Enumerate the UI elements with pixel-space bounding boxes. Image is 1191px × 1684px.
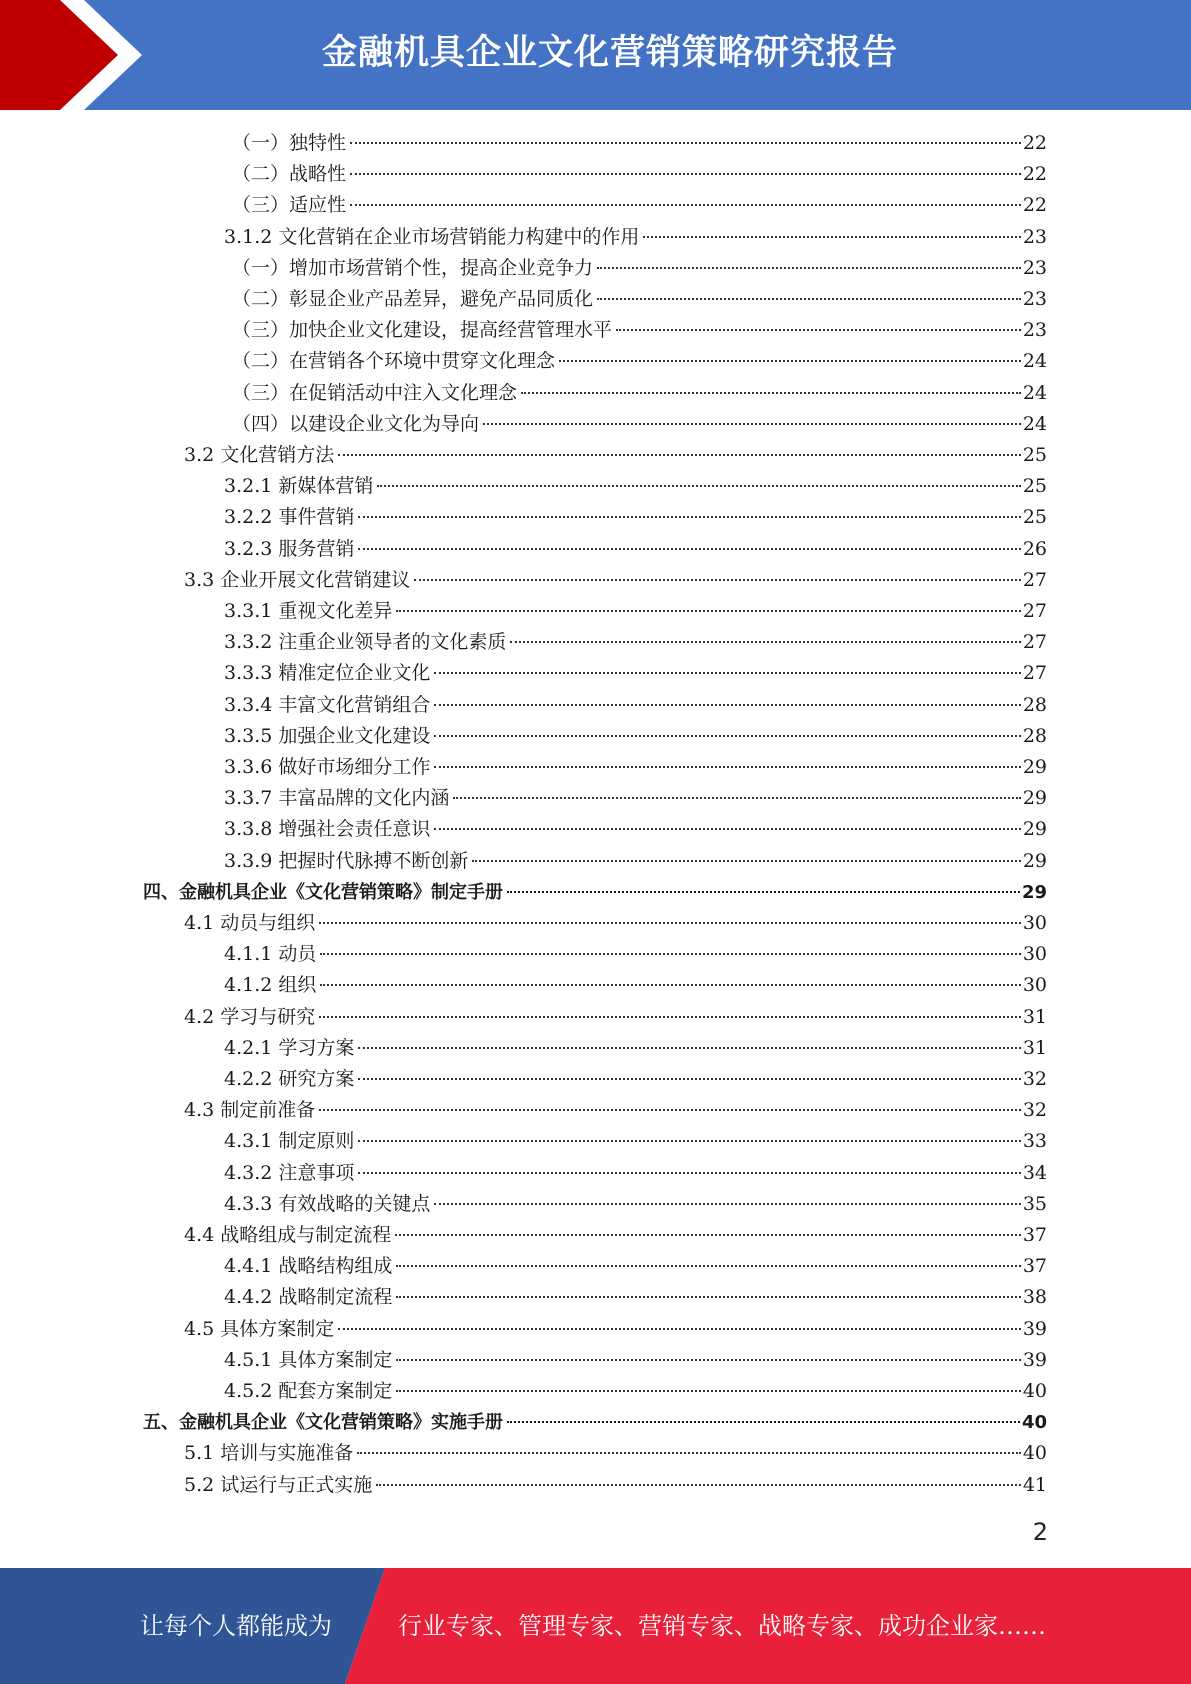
toc-entry[interactable] bbox=[224, 502, 1047, 533]
dot-leader bbox=[559, 360, 1021, 362]
toc-entry-title: 3.3.9 把握时代脉搏不断创新 bbox=[224, 849, 469, 872]
toc-entry[interactable] bbox=[184, 1470, 1047, 1501]
toc-entry-title: （一）独特性 bbox=[232, 132, 347, 154]
toc-entry-title: 3.3.5 加强企业文化建设 bbox=[224, 724, 431, 747]
dot-leader bbox=[507, 1421, 1020, 1423]
toc-entry-title: 4.4.2 战略制定流程 bbox=[224, 1286, 393, 1309]
footer-slogan-right: 行业专家、管理专家、营销专家、战略专家、成功企业家…… bbox=[398, 1612, 1046, 1640]
dot-leader bbox=[338, 1328, 1021, 1330]
report-title: 金融机具企业文化营销策略研究报告 bbox=[321, 33, 898, 73]
dot-leader bbox=[507, 891, 1020, 893]
toc-entry[interactable] bbox=[232, 190, 1047, 221]
toc-entry-page: 22 bbox=[1022, 194, 1047, 217]
toc-entry-title: 3.3.4 丰富文化营销组合 bbox=[224, 693, 431, 716]
dot-leader bbox=[396, 1359, 1020, 1361]
toc-entry-title: （四）以建设企业文化为导向 bbox=[232, 412, 480, 435]
toc-entry-page: 31 bbox=[1022, 1036, 1047, 1059]
toc-entry[interactable] bbox=[224, 1282, 1047, 1313]
dot-leader bbox=[376, 1484, 1021, 1486]
toc-entry-title: 3.2.1 新媒体营销 bbox=[224, 475, 374, 498]
toc-entry-title: 4.3.3 有效战略的关键点 bbox=[224, 1192, 431, 1215]
toc-entry[interactable] bbox=[232, 128, 1047, 159]
toc-entry-title: 四、金融机具企业《文化营销策略》制定手册 bbox=[143, 881, 503, 903]
toc-entry[interactable] bbox=[224, 814, 1047, 845]
chevron-arrow-icon bbox=[0, 0, 150, 110]
toc-entry[interactable] bbox=[224, 846, 1047, 877]
toc-entry-title: 4.5.1 具体方案制定 bbox=[224, 1348, 393, 1371]
toc-entry-title: 3.3.1 重视文化差异 bbox=[224, 600, 393, 622]
toc-entry-page: 33 bbox=[1022, 1130, 1047, 1153]
toc-entry[interactable] bbox=[224, 1189, 1047, 1220]
toc-entry-page: 25 bbox=[1022, 506, 1047, 529]
toc-entry-page: 28 bbox=[1022, 724, 1047, 747]
dot-leader bbox=[358, 516, 1020, 518]
toc-entry[interactable] bbox=[184, 1220, 1047, 1251]
toc-entry[interactable] bbox=[224, 534, 1047, 565]
toc-entry-page: 29 bbox=[1022, 756, 1047, 778]
dot-leader bbox=[597, 298, 1021, 300]
dot-leader bbox=[396, 1390, 1020, 1392]
dot-leader bbox=[358, 1078, 1020, 1080]
dot-leader bbox=[319, 1109, 1021, 1111]
toc-entry-title: 4.3.1 制定原则 bbox=[224, 1130, 355, 1153]
toc-entry-title: 4.4.1 战略结构组成 bbox=[224, 1255, 393, 1278]
toc-entry[interactable] bbox=[232, 253, 1047, 284]
toc-entry-page: 22 bbox=[1022, 132, 1047, 154]
dot-leader bbox=[510, 641, 1020, 643]
toc-entry-page: 24 bbox=[1022, 412, 1047, 435]
toc-entry[interactable] bbox=[224, 1376, 1047, 1407]
page-footer bbox=[0, 1568, 1191, 1684]
toc-entry[interactable] bbox=[224, 222, 1047, 253]
toc-entry-title: 3.2 文化营销方法 bbox=[184, 444, 335, 466]
dot-leader bbox=[597, 267, 1021, 269]
toc-entry-title: 3.2.3 服务营销 bbox=[224, 537, 355, 560]
toc-entry-page: 29 bbox=[1022, 818, 1047, 841]
toc-entry[interactable] bbox=[224, 690, 1047, 721]
dot-leader bbox=[338, 454, 1021, 456]
toc-entry-title: （二）在营销各个环境中贯穿文化理念 bbox=[232, 350, 556, 373]
toc-entry[interactable] bbox=[224, 658, 1047, 689]
toc-entry-title: 3.3 企业开展文化营销建议 bbox=[184, 568, 411, 591]
dot-leader bbox=[434, 828, 1020, 830]
dot-leader bbox=[350, 173, 1021, 175]
toc-entry[interactable] bbox=[224, 1126, 1047, 1157]
toc-entry-page: 30 bbox=[1022, 912, 1047, 934]
toc-entry[interactable] bbox=[184, 908, 1047, 939]
toc-entry[interactable] bbox=[224, 783, 1047, 814]
toc-entry-title: 4.1.1 动员 bbox=[224, 943, 317, 966]
toc-entry-page: 27 bbox=[1022, 662, 1047, 685]
toc-entry-page: 23 bbox=[1022, 256, 1047, 279]
toc-entry-title: 4.5.2 配套方案制定 bbox=[224, 1380, 393, 1402]
page-number: 2 bbox=[1032, 1518, 1048, 1546]
toc-entry[interactable] bbox=[184, 565, 1047, 596]
toc-entry[interactable] bbox=[184, 440, 1047, 471]
toc-entry-page: 26 bbox=[1022, 537, 1047, 560]
dot-leader bbox=[434, 704, 1020, 706]
toc-entry-page: 40 bbox=[1022, 1380, 1047, 1402]
dot-leader bbox=[483, 423, 1021, 425]
toc-entry-title: 4.1.2 组织 bbox=[224, 974, 317, 997]
dot-leader bbox=[643, 236, 1020, 238]
toc-entry[interactable] bbox=[224, 1033, 1047, 1064]
dot-leader bbox=[377, 485, 1020, 487]
dot-leader bbox=[358, 548, 1020, 550]
toc-entry[interactable] bbox=[224, 471, 1047, 502]
toc-entry-page: 25 bbox=[1022, 475, 1047, 498]
toc-entry[interactable] bbox=[224, 1251, 1047, 1282]
dot-leader bbox=[434, 766, 1020, 768]
toc-entry-page: 39 bbox=[1022, 1317, 1047, 1340]
toc-entry-page: 24 bbox=[1022, 350, 1047, 373]
toc-entry-page: 37 bbox=[1022, 1224, 1047, 1246]
dot-leader bbox=[357, 1452, 1021, 1454]
toc-entry[interactable] bbox=[224, 1158, 1047, 1189]
dot-leader bbox=[396, 1265, 1020, 1267]
toc-entry-title: （二）彰显企业产品差异，避免产品同质化 bbox=[232, 288, 594, 310]
toc-entry-title: 3.3.3 精准定位企业文化 bbox=[224, 662, 431, 685]
toc-entry-page: 34 bbox=[1022, 1161, 1047, 1184]
toc-entry-title: 4.2.2 研究方案 bbox=[224, 1068, 355, 1090]
toc-entry-title: （一）增加市场营销个性，提高企业竞争力 bbox=[232, 256, 594, 279]
toc-entry-page: 24 bbox=[1022, 381, 1047, 404]
toc-entry[interactable] bbox=[184, 1314, 1047, 1345]
toc-entry-page: 27 bbox=[1022, 631, 1047, 654]
dot-leader bbox=[453, 797, 1020, 799]
toc-entry-page: 40 bbox=[1021, 1412, 1047, 1434]
toc-entry-page: 39 bbox=[1022, 1348, 1047, 1371]
toc-entry-page: 37 bbox=[1022, 1255, 1047, 1278]
toc-entry[interactable] bbox=[224, 939, 1047, 970]
toc-entry-title: 5.1 培训与实施准备 bbox=[184, 1442, 354, 1465]
toc-entry-page: 29 bbox=[1021, 881, 1047, 903]
toc-entry[interactable] bbox=[224, 596, 1047, 627]
toc-entry-title: 3.1.2 文化营销在企业市场营销能力构建中的作用 bbox=[224, 225, 640, 248]
toc-entry-title: 4.3 制定前准备 bbox=[184, 1099, 316, 1122]
toc-entry[interactable] bbox=[184, 1002, 1047, 1033]
toc-entry-page: 32 bbox=[1022, 1068, 1047, 1090]
toc-entry-title: （二）战略性 bbox=[232, 163, 347, 186]
toc-entry-title: 3.3.7 丰富品牌的文化内涵 bbox=[224, 787, 450, 810]
dot-leader bbox=[434, 672, 1020, 674]
dot-leader bbox=[521, 392, 1021, 394]
toc-entry-page: 30 bbox=[1022, 974, 1047, 997]
toc-entry-page: 40 bbox=[1022, 1442, 1047, 1465]
toc-entry-title: 五、金融机具企业《文化营销策略》实施手册 bbox=[143, 1412, 503, 1434]
toc-entry-title: （三）适应性 bbox=[232, 194, 347, 217]
dot-leader bbox=[320, 984, 1020, 986]
toc-entry-title: （三）在促销活动中注入文化理念 bbox=[232, 381, 518, 404]
dot-leader bbox=[395, 1234, 1021, 1236]
toc-entry-page: 27 bbox=[1022, 600, 1047, 622]
toc-entry[interactable] bbox=[232, 315, 1047, 346]
toc-entry-title: 3.3.8 增强社会责任意识 bbox=[224, 818, 431, 841]
dot-leader bbox=[319, 922, 1021, 924]
toc-entry-title: 4.3.2 注意事项 bbox=[224, 1161, 355, 1184]
toc-entry-title: 3.3.2 注重企业领导者的文化素质 bbox=[224, 631, 507, 654]
dot-leader bbox=[396, 610, 1020, 612]
dot-leader bbox=[396, 1296, 1020, 1298]
toc-entry[interactable] bbox=[184, 1095, 1047, 1126]
dot-leader bbox=[320, 953, 1020, 955]
dot-leader bbox=[358, 1140, 1020, 1142]
toc-entry-page: 29 bbox=[1022, 849, 1047, 872]
toc-entry[interactable] bbox=[224, 627, 1047, 658]
toc-entry-page: 38 bbox=[1022, 1286, 1047, 1309]
toc-entry[interactable] bbox=[224, 1345, 1047, 1376]
toc-entry[interactable] bbox=[232, 409, 1047, 440]
toc-entry[interactable] bbox=[143, 1407, 1047, 1438]
toc-entry[interactable] bbox=[232, 284, 1047, 315]
dot-leader bbox=[350, 204, 1021, 206]
toc-entry-page: 29 bbox=[1022, 787, 1047, 810]
dot-leader bbox=[434, 1203, 1020, 1205]
toc-entry[interactable] bbox=[224, 970, 1047, 1001]
toc-entry[interactable] bbox=[224, 721, 1047, 752]
toc-entry[interactable] bbox=[224, 752, 1047, 783]
toc-entry-title: 4.2.1 学习方案 bbox=[224, 1036, 355, 1059]
toc-entry[interactable] bbox=[184, 1438, 1047, 1469]
toc-entry[interactable] bbox=[232, 378, 1047, 409]
toc-entry-title: 3.2.2 事件营销 bbox=[224, 506, 355, 529]
toc-entry-page: 23 bbox=[1022, 225, 1047, 248]
toc-entry-title: 3.3.6 做好市场细分工作 bbox=[224, 756, 431, 778]
dot-leader bbox=[472, 860, 1020, 862]
footer-slogan-left: 让每个人都能成为 bbox=[140, 1612, 332, 1640]
toc-entry-title: 4.1 动员与组织 bbox=[184, 912, 316, 934]
dot-leader bbox=[414, 579, 1021, 581]
toc-entry-title: 4.4 战略组成与制定流程 bbox=[184, 1224, 392, 1246]
dot-leader bbox=[434, 735, 1020, 737]
dot-leader bbox=[616, 329, 1021, 331]
toc-entry-page: 41 bbox=[1022, 1473, 1047, 1496]
toc-entry-page: 35 bbox=[1022, 1192, 1047, 1215]
dot-leader bbox=[350, 142, 1021, 144]
dot-leader bbox=[319, 1016, 1021, 1018]
toc-entry-page: 23 bbox=[1022, 319, 1047, 342]
toc-entry-page: 32 bbox=[1022, 1099, 1047, 1122]
toc-entry[interactable] bbox=[224, 1064, 1047, 1095]
toc-entry-title: 5.2 试运行与正式实施 bbox=[184, 1473, 373, 1496]
toc-entry[interactable] bbox=[232, 159, 1047, 190]
toc-entry-title: 4.5 具体方案制定 bbox=[184, 1317, 335, 1340]
toc-entry-page: 28 bbox=[1022, 693, 1047, 716]
page-header bbox=[0, 0, 1191, 110]
toc-entry-page: 22 bbox=[1022, 163, 1047, 186]
toc-entry[interactable] bbox=[143, 877, 1047, 908]
dot-leader bbox=[358, 1172, 1020, 1174]
toc-entry-page: 31 bbox=[1022, 1005, 1047, 1028]
dot-leader bbox=[358, 1047, 1020, 1049]
toc-entry-page: 30 bbox=[1022, 943, 1047, 966]
toc-entry-page: 23 bbox=[1022, 288, 1047, 310]
toc-entry-title: （三）加快企业文化建设，提高经营管理水平 bbox=[232, 319, 613, 342]
toc-entry[interactable] bbox=[232, 346, 1047, 377]
toc-entry-page: 27 bbox=[1022, 568, 1047, 591]
toc-entry-title: 4.2 学习与研究 bbox=[184, 1005, 316, 1028]
toc-entry-page: 25 bbox=[1022, 444, 1047, 466]
